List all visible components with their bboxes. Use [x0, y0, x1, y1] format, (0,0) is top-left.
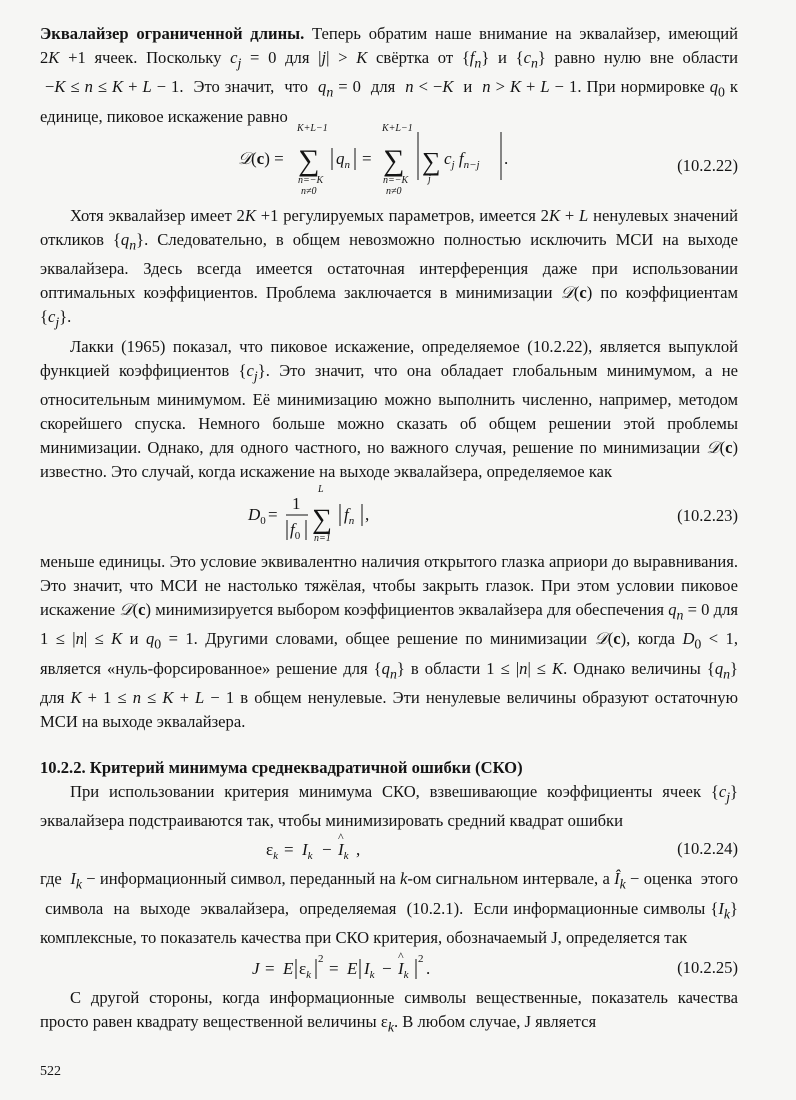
paragraph-zero-forcing: меньше единицы. Это условие эквивалентно наличия открытого глазка априори до выравнивания. Это значит, что МСИ не настолько тяжёлая, чтобы закрыть глазок. При этом условии пиковое искажение 𝒟(c) минимизируется выбором коэффициентов эквалайзера для обеспечения $q_n = 0$ для 1 ≤ |n| ≤ K и $q_0 = 1$. Другими словами, общее решение по минимизации 𝒟(c), когда $D_0 < 1$, является «нуль-форсированное» решение для $\{q_n\}$ в области 1 ≤ |n| ≤ K. Однако величины $\{q_n\}$ для K + 1 ≤ n ≤ K + L − 1 в общем ненулевые. Эти ненулевые величины образуют остаточную МСИ на выходе эквалайзера.	[40, 551, 739, 731]
svg-text:,: ,	[356, 840, 361, 860]
equation-10-2-24	[40, 830, 738, 867]
equation-error	[40, 830, 600, 867]
svg-text:^: ^	[338, 830, 344, 845]
svg-text:j: j	[428, 174, 431, 185]
equation-number: (10.2.23)	[677, 505, 738, 525]
svg-text:=: =	[265, 958, 275, 978]
paragraph-real-symbols: С другой стороны, когда информационные символы вещественные, показатель качества просто равен квадрату вещественной величины $\varepsilon_k$. В любом случае, J является	[40, 987, 738, 1035]
svg-text:Ik: $I_k$	[302, 840, 313, 863]
svg-text:Ik: $I_k$	[338, 840, 349, 863]
svg-text:K+L−1: K+L−1	[382, 123, 413, 134]
page-body	[40, 22, 738, 1039]
svg-text:.: .	[426, 958, 431, 978]
svg-text:−: −	[382, 958, 392, 978]
svg-text:cj fn−j: $c_j$ $f_{n-j}$	[444, 149, 480, 171]
svg-text:=: =	[268, 504, 278, 524]
section-heading: 10.2.2. Критерий минимума среднеквадратичной ошибки (СКО)	[40, 757, 523, 777]
equation-number: (10.2.25)	[677, 957, 738, 977]
svg-text:2: 2	[318, 952, 324, 965]
svg-text:^: ^	[398, 948, 404, 963]
svg-text:D0: $D_0$	[248, 504, 266, 527]
svg-text:∑: ∑	[312, 503, 332, 535]
svg-text:=: =	[284, 840, 294, 860]
svg-text:−: −	[322, 840, 332, 860]
paragraph-information-symbol: где $I_k$ − информационный символ, переданный на k-ом сигнальном интервале, а $Î_k$ − оценка этого символа на выходе эквалайзера, определяемая (10.2.1). Если информационные символы $\{I_k\}$ комплексные, то показатель качества при СКО критерия, обозначаемый J, определяется так	[40, 869, 738, 947]
svg-text:∑: ∑	[298, 144, 320, 177]
svg-text:n=−K: n=−K	[383, 175, 409, 186]
svg-text:f0: $f_0$	[290, 519, 301, 542]
svg-text:∑: ∑	[383, 144, 405, 177]
equation-mse	[40, 950, 600, 986]
svg-text:=: =	[329, 958, 339, 978]
svg-text:fn: $f_n$	[344, 504, 355, 527]
svg-text:E: E	[347, 958, 358, 978]
svg-text:∑: ∑	[422, 147, 441, 176]
svg-text:J: J	[252, 958, 260, 978]
svg-text:1: 1	[292, 493, 301, 513]
paragraph-mse-criterion: При использовании критерия минимума СКО, взвешивающие коэффициенты ячеек $\{c_j\}$ эквалайзера подстраиваются так, чтобы минимизировать средний квадрат ошибки	[40, 781, 738, 831]
equation-peak-distortion	[40, 118, 600, 204]
svg-text:n≠0: n≠0	[301, 186, 317, 197]
paragraph-title: Эквалайзер ограниченной длины.	[40, 24, 305, 43]
svg-text:.: .	[504, 149, 509, 168]
svg-text:n≠0: n≠0	[386, 186, 402, 197]
equation-10-2-22	[40, 118, 738, 204]
svg-text:Ik: $I_k$	[398, 958, 409, 981]
svg-text:K+L−1: K+L−1	[297, 123, 328, 134]
svg-text:n=1: n=1	[314, 532, 331, 544]
svg-text:εk: $\varepsilon_k$	[299, 958, 312, 981]
svg-text:εk: $\varepsilon_k$	[266, 840, 279, 863]
svg-text:L: L	[318, 483, 324, 495]
svg-text:Ik: $I_k$	[364, 958, 375, 981]
svg-text:=: =	[362, 149, 372, 168]
svg-text:𝒟: 𝒟	[238, 149, 252, 168]
svg-text:qn: $q_n$	[336, 149, 350, 171]
equation-10-2-23	[40, 484, 738, 550]
svg-text:E: E	[283, 958, 294, 978]
equation-number: (10.2.24)	[677, 839, 738, 859]
svg-text:,: ,	[365, 504, 370, 524]
svg-text:(c) =: (c) =	[251, 149, 284, 168]
equation-initial-distortion	[40, 484, 600, 550]
page-number: 522	[40, 1064, 61, 1079]
svg-text:2: 2	[418, 952, 424, 965]
paragraph-fir-equalizer: Эквалайзер ограниченной длины. Теперь обратим наше внимание на эквалайзер, имеющий 2K +1 ячеек. Поскольку $c_j = 0$ для |j| > K свёртка от $\{f_n\}$ и $\{c_n\}$ равно нулю вне области −K ≤ n ≤ K + L − 1. Это значит, что $q_n = 0$ для n < −K и n > K + L − 1. При нормировке $q_0$ к единице, пиковое искажение равно	[40, 24, 738, 126]
paragraph-residual-isi: Хотя эквалайзер имеет 2K +1 регулируемых параметров, имеется 2K + L ненулевых значений откликов $\{q_n\}$. Следовательно, в общем невозможно полностью исключить МСИ на выходе эквалайзера. Здесь всегда имеется остаточная интерференция даже при использовании оптимальных коэффициентов. Проблема заключается в минимизации 𝒟(c) по коэффициентам $\{c_j\}$.	[40, 206, 738, 330]
svg-text:n=−K: n=−K	[298, 175, 324, 186]
equation-10-2-25	[40, 950, 738, 986]
paragraph-lucky: Лакки (1965) показал, что пиковое искажение, определяемое (10.2.22), является выпуклой функцией коэффициентов $\{c_j\}$. Это значит, что она обладает глобальным минимумом, а не относительным минимумом. Её минимизацию можно выполнить численно, например, методом скорейшего спуска. Немного больше можно сказать об общем решении этой проблемы минимизации. Однако, для одного частного, но важного случая, решение по минимизации 𝒟(c) известно. Это случай, когда искажение на выходе эквалайзера, определяемое как	[40, 336, 738, 481]
equation-number: (10.2.22)	[677, 156, 738, 175]
